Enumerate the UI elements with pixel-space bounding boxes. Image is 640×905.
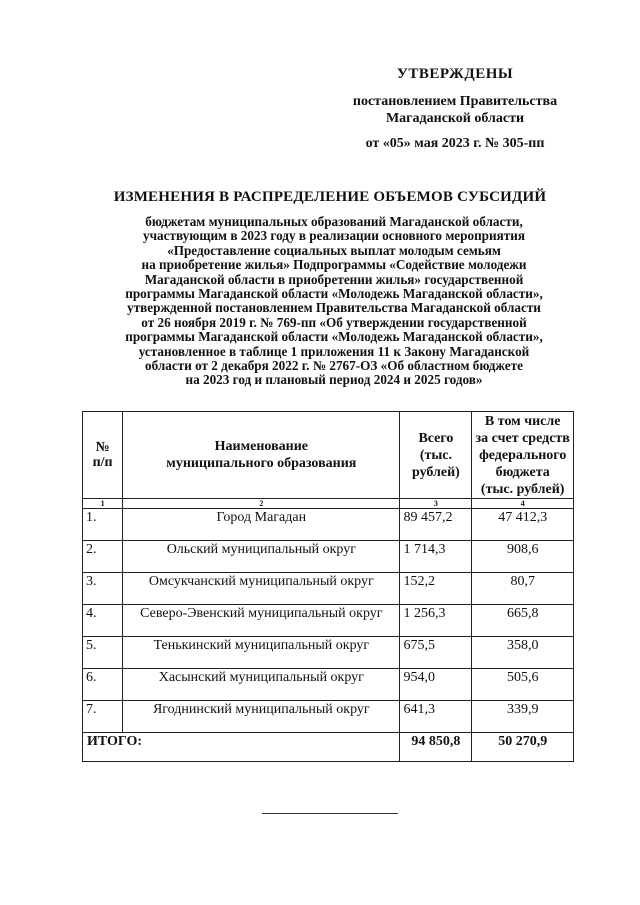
subtitle-line: программы Магаданской области «Молодежь Магаданской области»,	[125, 286, 543, 302]
header-number: № п/п	[83, 412, 123, 499]
subtitle-line: Магаданской области в приобретении жилья» государственной	[144, 271, 524, 287]
subtitle-line: бюджетам муниципальных образований Магаданской области,	[145, 214, 523, 229]
subsidy-table	[82, 411, 574, 762]
end-divider	[262, 813, 398, 814]
table-header-row	[83, 412, 574, 499]
municipality-name: Ольский муниципальный округ	[123, 541, 400, 573]
table-row	[83, 573, 574, 605]
total-amount: 1 256,3	[400, 605, 472, 637]
approval-line-2: Магаданской области	[385, 111, 525, 126]
table-row	[83, 509, 574, 541]
subtitle-line: установленное в таблице 1 приложения 11 к Закону Магаданской	[138, 343, 530, 359]
approval-date: от «05» мая 2023 г. № 305-пп	[365, 136, 545, 151]
municipality-name: Тенькинский муниципальный округ	[123, 637, 400, 669]
header-total: Всего (тыс. рублей)	[400, 412, 472, 499]
subtitle-line: программы Магаданской области «Молодежь Магаданской области»,	[125, 329, 543, 345]
municipality-name: Омсукчанский муниципальный округ	[123, 573, 400, 605]
column-number: 1	[83, 499, 123, 509]
grand-total-federal: 50 270,9	[472, 733, 574, 762]
total-amount: 954,0	[400, 669, 472, 701]
row-number: 1.	[83, 509, 123, 541]
total-row	[83, 733, 574, 762]
subtitle-line: области от 2 декабря 2022 г. № 2767-ОЗ «Об областном бюджете	[145, 358, 523, 374]
total-amount: 641,3	[400, 701, 472, 733]
federal-amount: 339,9	[472, 701, 574, 733]
column-number: 2	[123, 499, 400, 509]
subtitle-line: «Предоставление социальных выплат молодым семьям	[167, 242, 501, 258]
grand-total-amount: 94 850,8	[400, 733, 472, 762]
row-number: 4.	[83, 605, 123, 637]
document-subtitle	[84, 215, 584, 388]
federal-amount: 505,6	[472, 669, 574, 701]
total-label: ИТОГО:	[83, 733, 400, 762]
header-name: Наименование муниципального образования	[123, 412, 400, 499]
approval-line-1: постановлением Правительства	[352, 94, 558, 109]
federal-amount: 908,6	[472, 541, 574, 573]
total-amount: 1 714,3	[400, 541, 472, 573]
federal-amount: 358,0	[472, 637, 574, 669]
row-number: 2.	[83, 541, 123, 573]
table-row	[83, 637, 574, 669]
row-number: 3.	[83, 573, 123, 605]
municipality-name: Ягоднинский муниципальный округ	[123, 701, 400, 733]
table-row	[83, 669, 574, 701]
federal-amount: 80,7	[472, 573, 574, 605]
municipality-name: Северо-Эвенский муниципальный округ	[123, 605, 400, 637]
subtitle-line: на приобретение жилья» Подпрограммы «Содействие молодежи	[141, 257, 527, 273]
federal-amount: 47 412,3	[472, 509, 574, 541]
column-number: 4	[472, 499, 574, 509]
table-row	[83, 605, 574, 637]
column-number: 3	[400, 499, 472, 509]
table-row	[83, 701, 574, 733]
subtitle-line: утвержденной постановлением Правительства Магаданской области	[127, 300, 541, 316]
header-federal: В том числе за счет средств федерального бюджета (тыс. рублей)	[472, 412, 574, 499]
municipality-name: Хасынский муниципальный округ	[123, 669, 400, 701]
row-number: 5.	[83, 637, 123, 669]
total-amount: 152,2	[400, 573, 472, 605]
total-amount: 675,5	[400, 637, 472, 669]
approval-title: УТВЕРЖДЕНЫ	[396, 66, 514, 82]
municipality-name: Город Магадан	[123, 509, 400, 541]
subtitle-line: участвующим в 2023 году в реализации основного мероприятия	[143, 228, 525, 244]
table-row	[83, 541, 574, 573]
row-number: 6.	[83, 669, 123, 701]
document-title: ИЗМЕНЕНИЯ В РАСПРЕДЕЛЕНИЕ ОБЪЕМОВ СУБСИДИЙ	[113, 189, 547, 205]
subtitle-line: от 26 ноября 2019 г. № 769-пп «Об утверждении государственной	[141, 314, 527, 330]
total-amount: 89 457,2	[400, 509, 472, 541]
federal-amount: 665,8	[472, 605, 574, 637]
row-number: 7.	[83, 701, 123, 733]
subtitle-line: на 2023 год и плановый период 2024 и 2025 годов»	[185, 372, 483, 388]
column-number-row	[83, 499, 574, 509]
approval-block	[330, 66, 580, 152]
